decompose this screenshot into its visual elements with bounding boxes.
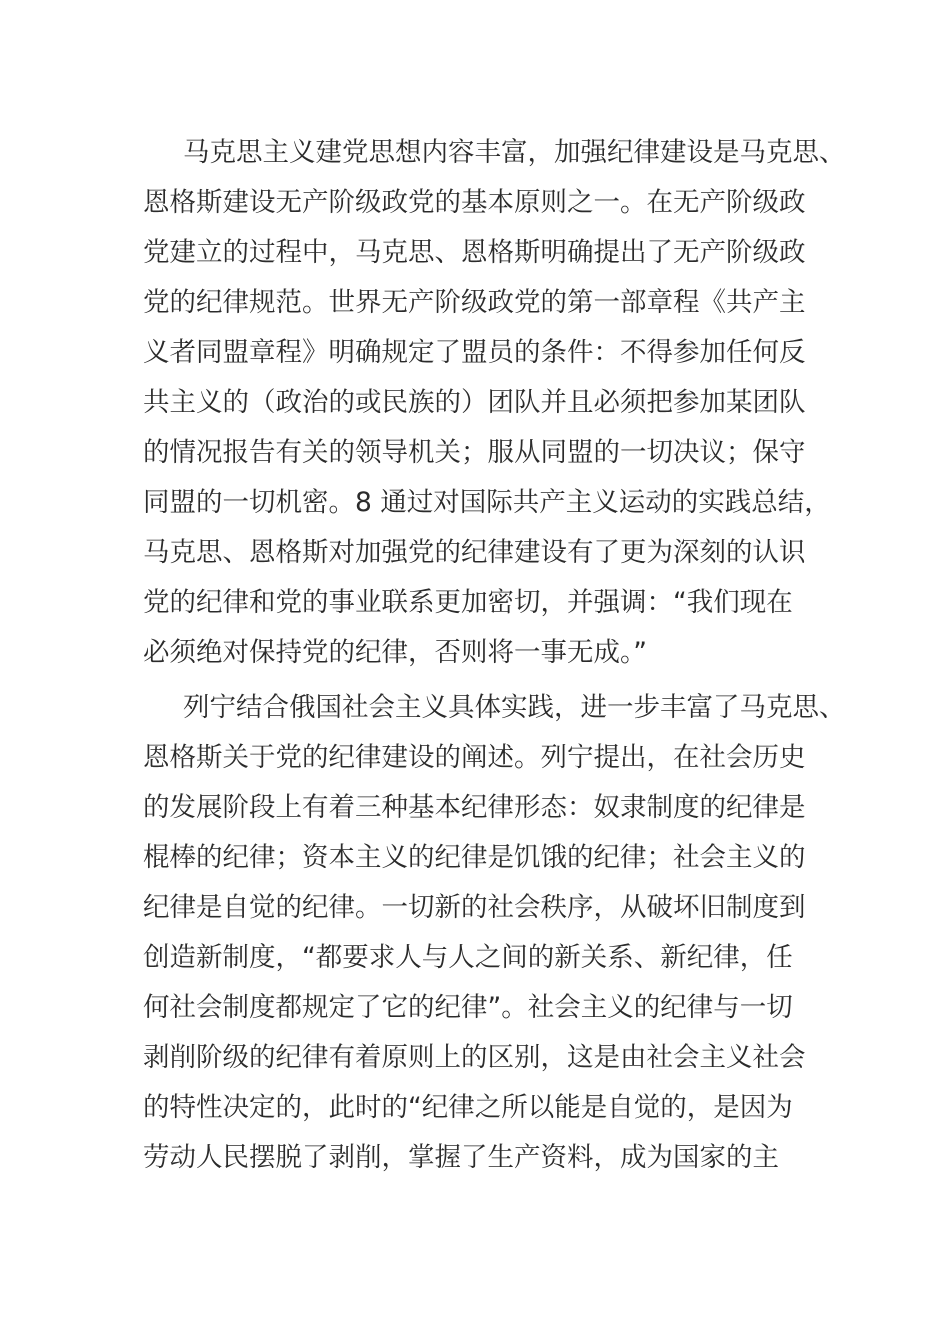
text-line: 义者同盟章程》明确规定了盟员的条件：不得参加任何反 — [143, 337, 806, 368]
paragraph-lenin — [143, 683, 846, 1183]
text-line: 马克思、恩格斯对加强党的纪律建设有了更为深刻的认识 — [143, 537, 806, 568]
text-line: 何社会制度都规定了它的纪律”。社会主义的纪律与一切 — [143, 992, 793, 1023]
text-line: 棍棒的纪律；资本主义的纪律是饥饿的纪律；社会主义的 — [143, 842, 806, 873]
text-line: 劳动人民摆脱了剥削，掌握了生产资料，成为国家的主 — [143, 1142, 779, 1173]
text-line: 的特性决定的，此时的“纪律之所以能是自觉的，是因为 — [143, 1092, 793, 1123]
body-text — [143, 128, 846, 1183]
text-line: 同盟的一切机密。8 通过对国际共产主义运动的实践总结， — [143, 487, 831, 518]
text-line: 党的纪律规范。世界无产阶级政党的第一部章程《共产主 — [143, 287, 806, 318]
text-line: 共主义的（政治的或民族的）团队并且必须把参加某团队 — [143, 387, 806, 418]
text-line: 创造新制度，“都要求人与人之间的新关系、新纪律，任 — [143, 942, 793, 973]
text-line: 党建立的过程中，马克思、恩格斯明确提出了无产阶级政 — [143, 237, 806, 268]
text-line: 恩格斯建设无产阶级政党的基本原则之一。在无产阶级政 — [143, 187, 806, 218]
text-line: 党的纪律和党的事业联系更加密切，并强调：“我们现在 — [143, 587, 793, 618]
text-line: 马克思主义建党思想内容丰富，加强纪律建设是马克思、 — [183, 137, 846, 168]
text-line: 剥削阶级的纪律有着原则上的区别，这是由社会主义社会 — [143, 1042, 806, 1073]
text-line: 的发展阶段上有着三种基本纪律形态：奴隶制度的纪律是 — [143, 792, 806, 823]
text-line: 的情况报告有关的领导机关；服从同盟的一切决议；保守 — [143, 437, 806, 468]
text-line: 列宁结合俄国社会主义具体实践，进一步丰富了马克思、 — [183, 692, 846, 723]
text-line: 恩格斯关于党的纪律建设的阐述。列宁提出，在社会历史 — [143, 742, 806, 773]
text-line: 必须绝对保持党的纪律，否则将一事无成。” — [143, 637, 647, 668]
text-line: 纪律是自觉的纪律。一切新的社会秩序，从破坏旧制度到 — [143, 892, 806, 923]
paragraph-marx-engels — [143, 128, 846, 678]
